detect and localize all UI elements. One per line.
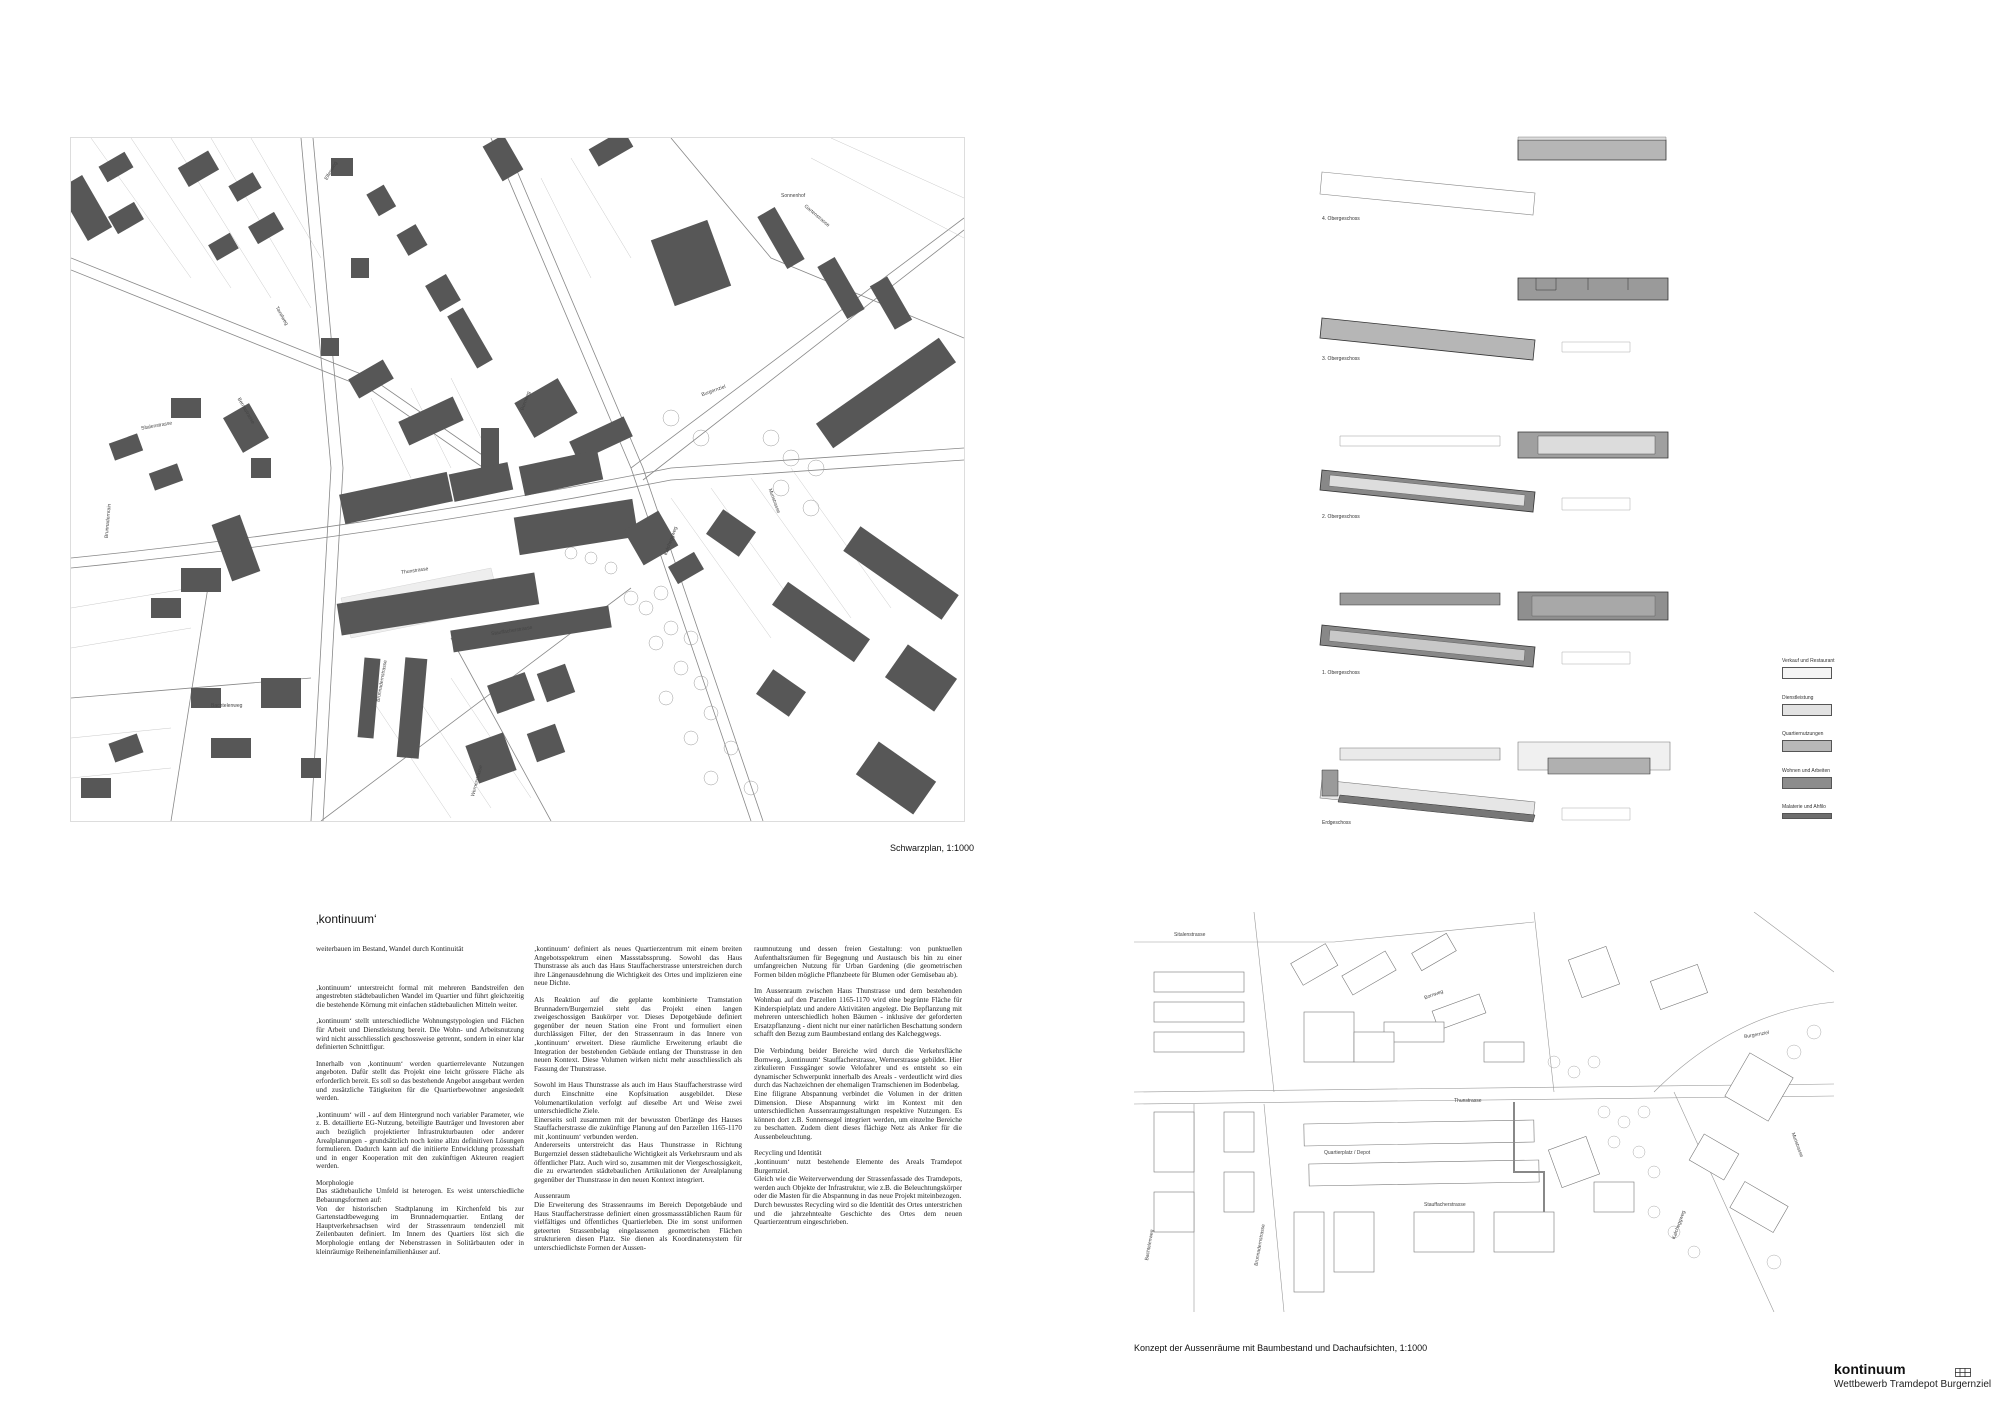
paragraph: Innerhalb von ‚kontinuum‘ werden quartierrelevante Nutzungen angeboten. Dafür stellt das Projekt eine leicht grössere Fläche als erforderlich bereit. Es soll so das bestehende Angebot ausgebaut werden und zusätzliche Tätigkeiten für die Quartierbewohner angesiedelt werden. (316, 1059, 524, 1103)
paragraph: ‚kontinuum‘ unterstreicht formal mit mehreren Bandstreifen den angestrebten städtebaulichen Wandel im Quartier und führt gleichzeitig die bestehende Körnung mit einfachen städtebaulichen Mitteln weiter. (316, 983, 524, 1009)
outdoor-label: Muristrasse (1789, 1131, 1805, 1159)
brand-logo-icon (1955, 1364, 1971, 1373)
paragraph: ‚kontinuum‘ will - auf dem Hintergrund noch variabler Parameter, wie z. B. detaillierte EG-Nutzung, beteiligte Bauträger und Investoren aber auch bezüglich projektierter Infrastrukturbauten oder anderer Arealplanungen - grundsätzlich noch keine allzu definitiven Lösungen formulieren. Dadurch kann auf die initiierte Entwicklung prozesshaft und in enger Kooperation mit den zukünftigen Akteuren reagiert werden. (316, 1110, 524, 1171)
street-label: Elfenweg (323, 160, 340, 182)
paragraph: Sowohl im Haus Thunstrasse als auch im Haus Stauffacherstrasse wird durch Einschnitte eine Kopfsituation ausgebildet. Diese Volumenartikulation verfolgt auf dieselbe Art und Weise zwei unterschiedliche Ziele. Einerseits soll zusammen mit der bewussten Überlänge des Hauses Stauffacherstrasse die zukünftige Planung auf den Parzellen 1165-1170 mit ‚kontinuum‘ verbunden werden. Andererseits unterstreicht das Haus Thunstrasse in Richtung Burgernziel dessen städtebauliche Wichtigkeit als Verkehrsraum und als öffentlicher Platz. Auch wird so, zusammen mit der Viergeschossigkeit, die zu erwartenden städtebaulichen Artikulationen der Arealplanung gegenüber der Thunstrasse in den neuen Kontext integriert. (534, 1081, 742, 1184)
outdoor-label: Thunstrasse (1454, 1098, 1482, 1104)
floor-level-label: 1. Obergeschoss (1322, 670, 1360, 676)
street-label: Brunnadernstrasse (375, 659, 389, 703)
legend-swatch (1782, 740, 1832, 752)
paragraph: Als Reaktion auf die geplante kombinierte Tramstation Brunnadern/Burgernziel steht das Projekt einen langen zweigeschossigen Baukörper vor. Dieses Depotgebäude definiert gegenüber der neuen Station eine Front und formuliert einen durchlässigen Filter, der den Strassenraum in das Innere von ‚kontinuum‘ erweitert. Diese räumliche Erweiterung erlaubt die Integration der bestehenden Gebäude entlang der Thunstrasse in den neuen Kontext. Diese Volumen wirken nicht mehr ausschliesslich als Fassung der Thunstrasse. (534, 995, 742, 1073)
legend-swatch (1782, 704, 1832, 716)
concept-subtitle: weiterbauen im Bestand, Wandel durch Kontinuität (316, 945, 464, 953)
siteplan-caption: Schwarzplan, 1:1000 (890, 843, 975, 853)
floorplan-level-4 (1320, 137, 1666, 215)
legend-swatch (1782, 667, 1832, 679)
street-label: Sonnenhof (781, 193, 806, 199)
text-column-2 (534, 945, 742, 1261)
street-label: Stauffacherstrasse (490, 624, 533, 638)
street-label: Kalcheggweg (663, 525, 679, 557)
floor-level-label: Erdgeschoss (1322, 820, 1351, 826)
outdoor-caption: Konzept der Aussenräume mit Baumbestand und Dachaufsichten, 1:1000 (1134, 1343, 1428, 1353)
legend-swatch (1782, 777, 1832, 789)
paragraph: ‚kontinuum‘ stellt unterschiedliche Wohnungstypologien und Flächen für Arbeit und Dienstleistung bereit. Die Wohn- und Arbeitsnutzung wird nicht ausschliesslich geschossweise getrennt, sondern in einer klar definierten Schnittfigur. (316, 1017, 524, 1052)
floor-level-label: 4. Obergeschoss (1322, 216, 1360, 222)
paragraph: Im Aussenraum zwischen Haus Thunstrasse und dem bestehenden Wohnbau auf den Parzellen 1165-1170 wird eine begrünte Fläche für Kinderspielplatz und andere Aktivitäten angelegt. Die Bepflanzung mit mehreren unterschiedlich hohen Bäumen - inklusive der geforderten Ersatzpflanzung - dient nicht nur einer natürlichen Beschattung sondern schafft den Bezug zum Baumbestand entlang des Kalcheggwegs. (754, 987, 962, 1039)
outdoor-label: Kalcheggweg (1671, 1209, 1687, 1241)
paragraph: Morphologie Das städtebauliche Umfeld ist heterogen. Es weist unterschiedliche Bebauungsformen auf: Von der historischen Stadtplanung im Kirchenfeld bis zur Gartenstadtbewegung im Brunnadernquartier. Entlang der Hauptverkehrsachsen wird der Strassenraum tendenziell mit Zeilenbauten definiert. Im Innern des Quartiers löst sich die Morphologie entlang der Nebenstrassen in Solitärbauten oder in kleinräumige Reiheneinfamilienhäuser auf. (316, 1178, 524, 1256)
floorplan-level-1 (1320, 592, 1668, 667)
street-label: Burgernziel (700, 383, 727, 399)
text-column-1 (316, 945, 524, 1264)
legend-label: Malaterie und Ahfilo (1782, 804, 1826, 810)
legend-label: Dienstleistung (1782, 695, 1814, 701)
paragraph: Die Verbindung beider Bereiche wird durch die Verkehrsfläche Bornweg, ‚kontinuum‘ Stauffacherstrasse, Wernerstrasse gebildet. Hier zirkulieren Fussgänger sowie Velofahrer und es entsteht so ein dynamischer Schwerpunkt innerhalb des Areals - verdeutlicht wird dies durch das Nachzeichnen der ehemaligen Tramschienen im Bodenbelag. Eine filigrane Abspannung verbindet die Volumen in der dritten Dimension. Diese Abspannung wirkt im Kontext mit den unterschiedlichen Aussenraumgestaltungen respektive Nutzungen. Es können dort z.B. Sonnensegel integriert werden, um einzelne Bereiche zu beschatten. Zudem dient dieses flächige Netz als Anker für die Aussenbeleuchtung. (754, 1046, 962, 1141)
legend-label: Quartiernutzungen (1782, 731, 1824, 737)
floorplan-level-3 (1320, 278, 1668, 360)
street-label: Bornweg (519, 390, 533, 412)
outdoor-map (1134, 912, 1834, 1312)
paragraph: raumnutzung und dessen freien Gestaltung: von punktuellen Aufenthaltsräumen für Begegnung und Austausch bis hin zu einer umfangreichen Nutzung für Urban Gardening (die geometrischen Formen bilden mögliche Pflanzbeete für Blumen oder Gemüsebau ab). (754, 945, 962, 979)
outdoor-label: Bachtelenweg (1144, 1229, 1156, 1261)
floor-level-label: 2. Obergeschoss (1322, 514, 1360, 520)
street-label: Tavelweg (273, 305, 290, 327)
outdoor-label: Quartierplatz / Depot (1324, 1150, 1371, 1156)
legend-label: Verkauf und Restaurant (1782, 658, 1835, 664)
street-label: Brunnadernrain (103, 503, 113, 539)
paragraph: ‚kontinuum‘ definiert als neues Quartierzentrum mit einem breiten Angebotsspektrum einen Massstabssprung. Sowohl das Haus Thunstrasse als auch das Haus Stauffacherstrasse unterstreichen durch ihre Längenausdehnung die Wichtigkeit des Ortes und implizieren eine neue Dichte. (534, 945, 742, 988)
outdoor-label: Sitalenstrasse (1174, 932, 1206, 938)
brand-name: kontinuum (1834, 1361, 1906, 1377)
floorplans (1310, 120, 1730, 840)
concept-title: ‚kontinuum‘ (316, 912, 377, 926)
siteplan-drawing (71, 138, 964, 821)
street-label: Thunstrasse (400, 566, 429, 576)
outdoor-label: Burgernziel (1743, 1029, 1770, 1041)
floor-level-label: 3. Obergeschoss (1322, 356, 1360, 362)
floorplan-level-2 (1320, 432, 1668, 512)
paragraph: Aussenraum Die Erweiterung des Strassenraums im Bereich Depotgebäude und Haus Stauffacherstrasse definiert einen grossmassstäblichen Raum für vielfältiges und öffentliches Quartierleben. Die im sonst uniformen geteerten Strassenbelag eingelassenen geometrischen Flächen strukturieren diesen Platz. Sie dienen als Koordinatensystem für unterschiedlichste Formen der Aussen- (534, 1192, 742, 1252)
legend-swatch (1782, 813, 1832, 819)
brand-subtitle: Wettbewerb Tramdepot Burgernziel (1834, 1379, 1992, 1390)
outdoor-label: Stauffacherstrasse (1424, 1202, 1466, 1208)
outdoor-label: Brunnadernstrasse (1253, 1223, 1267, 1267)
floorplan-ground (1320, 742, 1670, 822)
street-label: Bernastrasse (235, 396, 256, 426)
floorplan-drawings (1310, 120, 1730, 840)
street-label: Sitalenstrasse (140, 420, 173, 432)
street-label: Gartenstrasse (802, 203, 831, 229)
siteplan-map (70, 137, 965, 822)
paragraph: Recycling und Identität ‚kontinuum‘ nutzt bestehende Elemente des Areals Tramdepot Burgernziel. Gleich wie die Weiterverwendung der Strassenfassade des Tramdepots, werden auch Objekte der Infrastruktur, wie z.B. die Beleuchtungskörper oder die Masten für die Abspannung in das neue Projekt miteinbezogen. Durch bewusstes Recycling wird so die Identität des Ortes unterstrichen und die jahrzehntealte Geschichte des Ortes dem neuen Quartierzentrum eingeschrieben. (754, 1149, 962, 1227)
street-label: Muristrasse (766, 487, 782, 515)
street-label: Bachtelenweg (211, 703, 243, 709)
outdoor-drawing (1134, 912, 1834, 1312)
legend-label: Wohnen und Arbeiten (1782, 768, 1831, 774)
text-column-3 (754, 945, 962, 1235)
outdoor-label: Bornweg (1423, 988, 1445, 1002)
street-label: Wernerstrasse (470, 764, 485, 798)
legend (1782, 658, 1842, 828)
